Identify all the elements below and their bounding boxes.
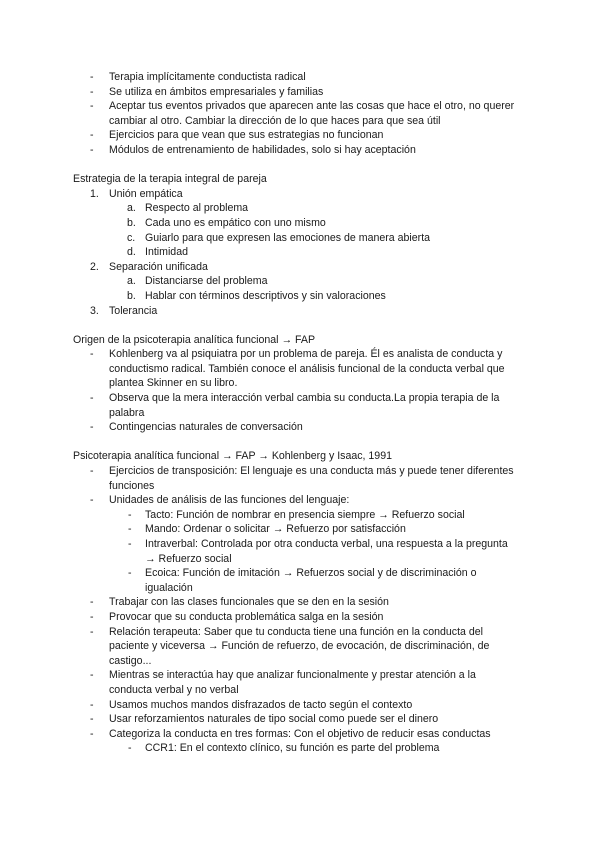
item-letter: a. <box>127 275 136 288</box>
numbered-item: 2. Separación unificada <box>90 260 208 273</box>
list-item: - Unidades de análisis de las funciones del lenguaje: <box>90 494 350 507</box>
intro-list <box>0 70 600 158</box>
sub-list-item: - Intraverbal: Controlada por otra conducta verbal, una respuesta a la pregunta → Refuerzo social <box>128 538 508 565</box>
lettered-item: a. Respecto al problema <box>127 202 249 215</box>
sub-list-item: - Ecoica: Función de imitación → Refuerzos social y de discriminación o igualación <box>128 567 477 594</box>
numbered-item: 3. Tolerancia <box>90 304 158 317</box>
item-letter: c. <box>127 231 136 244</box>
document-page <box>0 70 600 756</box>
item-letter: d. <box>127 246 136 259</box>
numbered-item: 1. Unión empática <box>90 187 183 200</box>
list-item: - Trabajar con las clases funcionales que se den en la sesión <box>90 596 389 609</box>
sub-list-item: - Tacto: Función de nombrar en presencia siempre → Refuerzo social <box>128 508 465 521</box>
bullet-dash: - <box>90 85 94 98</box>
spacer <box>0 158 600 173</box>
bullet-dash: - <box>90 713 94 726</box>
list-item: - Usar reforzamientos naturales de tipo social como puede ser el dinero <box>90 713 439 726</box>
sub-list-item: - Mando: Ordenar o solicitar → Refuerzo por satisfacción <box>128 523 406 536</box>
bullet-dash: - <box>90 348 94 361</box>
list-item: - Módulos de entrenamiento de habilidades, solo si hay aceptación <box>90 143 416 156</box>
list-item: - Ejercicios para que vean que sus estrategias no funcionan <box>90 129 384 142</box>
item-letter: b. <box>127 216 136 229</box>
bullet-dash: - <box>90 625 94 638</box>
bullet-dash: - <box>90 610 94 623</box>
section-heading-tip: Estrategia de la terapia integral de pareja <box>73 173 267 186</box>
bullet-dash: - <box>90 698 94 711</box>
list-item: - Categoriza la conducta en tres formas: Con el objetivo de reducir esas conductas <box>90 727 491 740</box>
lettered-item: c. Guiarlo para que expresen las emociones de manera abierta <box>127 231 431 244</box>
bullet-dash: - <box>90 421 94 434</box>
bullet-dash: - <box>90 129 94 142</box>
item-number: 2. <box>90 260 99 273</box>
item-letter: b. <box>127 289 136 302</box>
bullet-dash: - <box>90 494 94 507</box>
bullet-dash: - <box>128 523 132 536</box>
list-item: - Contingencias naturales de conversación <box>90 421 303 434</box>
item-number: 3. <box>90 304 99 317</box>
bullet-dash: - <box>90 392 94 405</box>
tip-list <box>0 187 600 318</box>
bullet-dash: - <box>90 465 94 478</box>
bullet-dash: - <box>128 538 132 550</box>
list-item: - Terapia implícitamente conductista radical <box>90 71 306 83</box>
bullet-dash: - <box>90 669 94 682</box>
spacer <box>0 435 600 450</box>
section-heading-fap: Psicoterapia analítica funcional → FAP → Kohlenberg y Isaac, 1991 <box>73 450 392 463</box>
list-item: - Relación terapeuta: Saber que tu conducta tiene una función en la conducta del paciente y viceversa → Función de refuerzo, de evocación, de discriminación, de castigo... <box>90 625 490 667</box>
item-letter: a. <box>127 202 136 215</box>
lettered-item: b. Hablar con términos descriptivos y sin valoraciones <box>127 289 386 302</box>
bullet-dash: - <box>128 742 132 755</box>
lettered-item: a. Distanciarse del problema <box>127 275 268 288</box>
list-item: - Provocar que su conducta problemática salga en la sesión <box>90 610 384 623</box>
section-heading-origin: Origen de la psicoterapia analítica funcional → FAP <box>73 333 316 346</box>
origin-list <box>0 347 600 435</box>
list-item: - Observa que la mera interacción verbal cambia su conducta.La propia terapia de la palabra <box>90 392 500 419</box>
bullet-dash: - <box>90 71 94 83</box>
list-item: - Se utiliza en ámbitos empresariales y familias <box>90 85 324 98</box>
bullet-dash: - <box>90 143 94 156</box>
item-number: 1. <box>90 187 99 200</box>
spacer <box>0 318 600 333</box>
list-item: - Usamos muchos mandos disfrazados de tacto según el contexto <box>90 698 413 711</box>
lettered-item: d. Intimidad <box>127 246 188 259</box>
lettered-item: b. Cada uno es empático con uno mismo <box>127 216 326 229</box>
bullet-dash: - <box>128 567 132 580</box>
list-item: - Aceptar tus eventos privados que aparecen ante las cosas que hace el otro, no querer cambiar al otro. Cambiar la dirección de lo que haces para que sea útil <box>90 100 515 127</box>
bullet-dash: - <box>128 508 132 521</box>
sub-list-item: - CCR1: En el contexto clínico, su función es parte del problema <box>128 742 440 755</box>
fap-list <box>0 464 600 756</box>
list-item: - Ejercicios de transposición: El lenguaje es una conducta más y puede tener diferentes funciones <box>90 465 514 492</box>
list-item: - Kohlenberg va al psiquiatra por un problema de pareja. Él es analista de conducta y conductismo radical. También conoce el análisis funcional de la conducta verbal que plantea Skinner en su libro. <box>90 348 505 390</box>
bullet-dash: - <box>90 727 94 740</box>
list-item: - Mientras se interactúa hay que analizar funcionalmente y prestar atención a la conducta verbal y no verbal <box>90 669 476 696</box>
bullet-dash: - <box>90 100 94 113</box>
bullet-dash: - <box>90 596 94 609</box>
